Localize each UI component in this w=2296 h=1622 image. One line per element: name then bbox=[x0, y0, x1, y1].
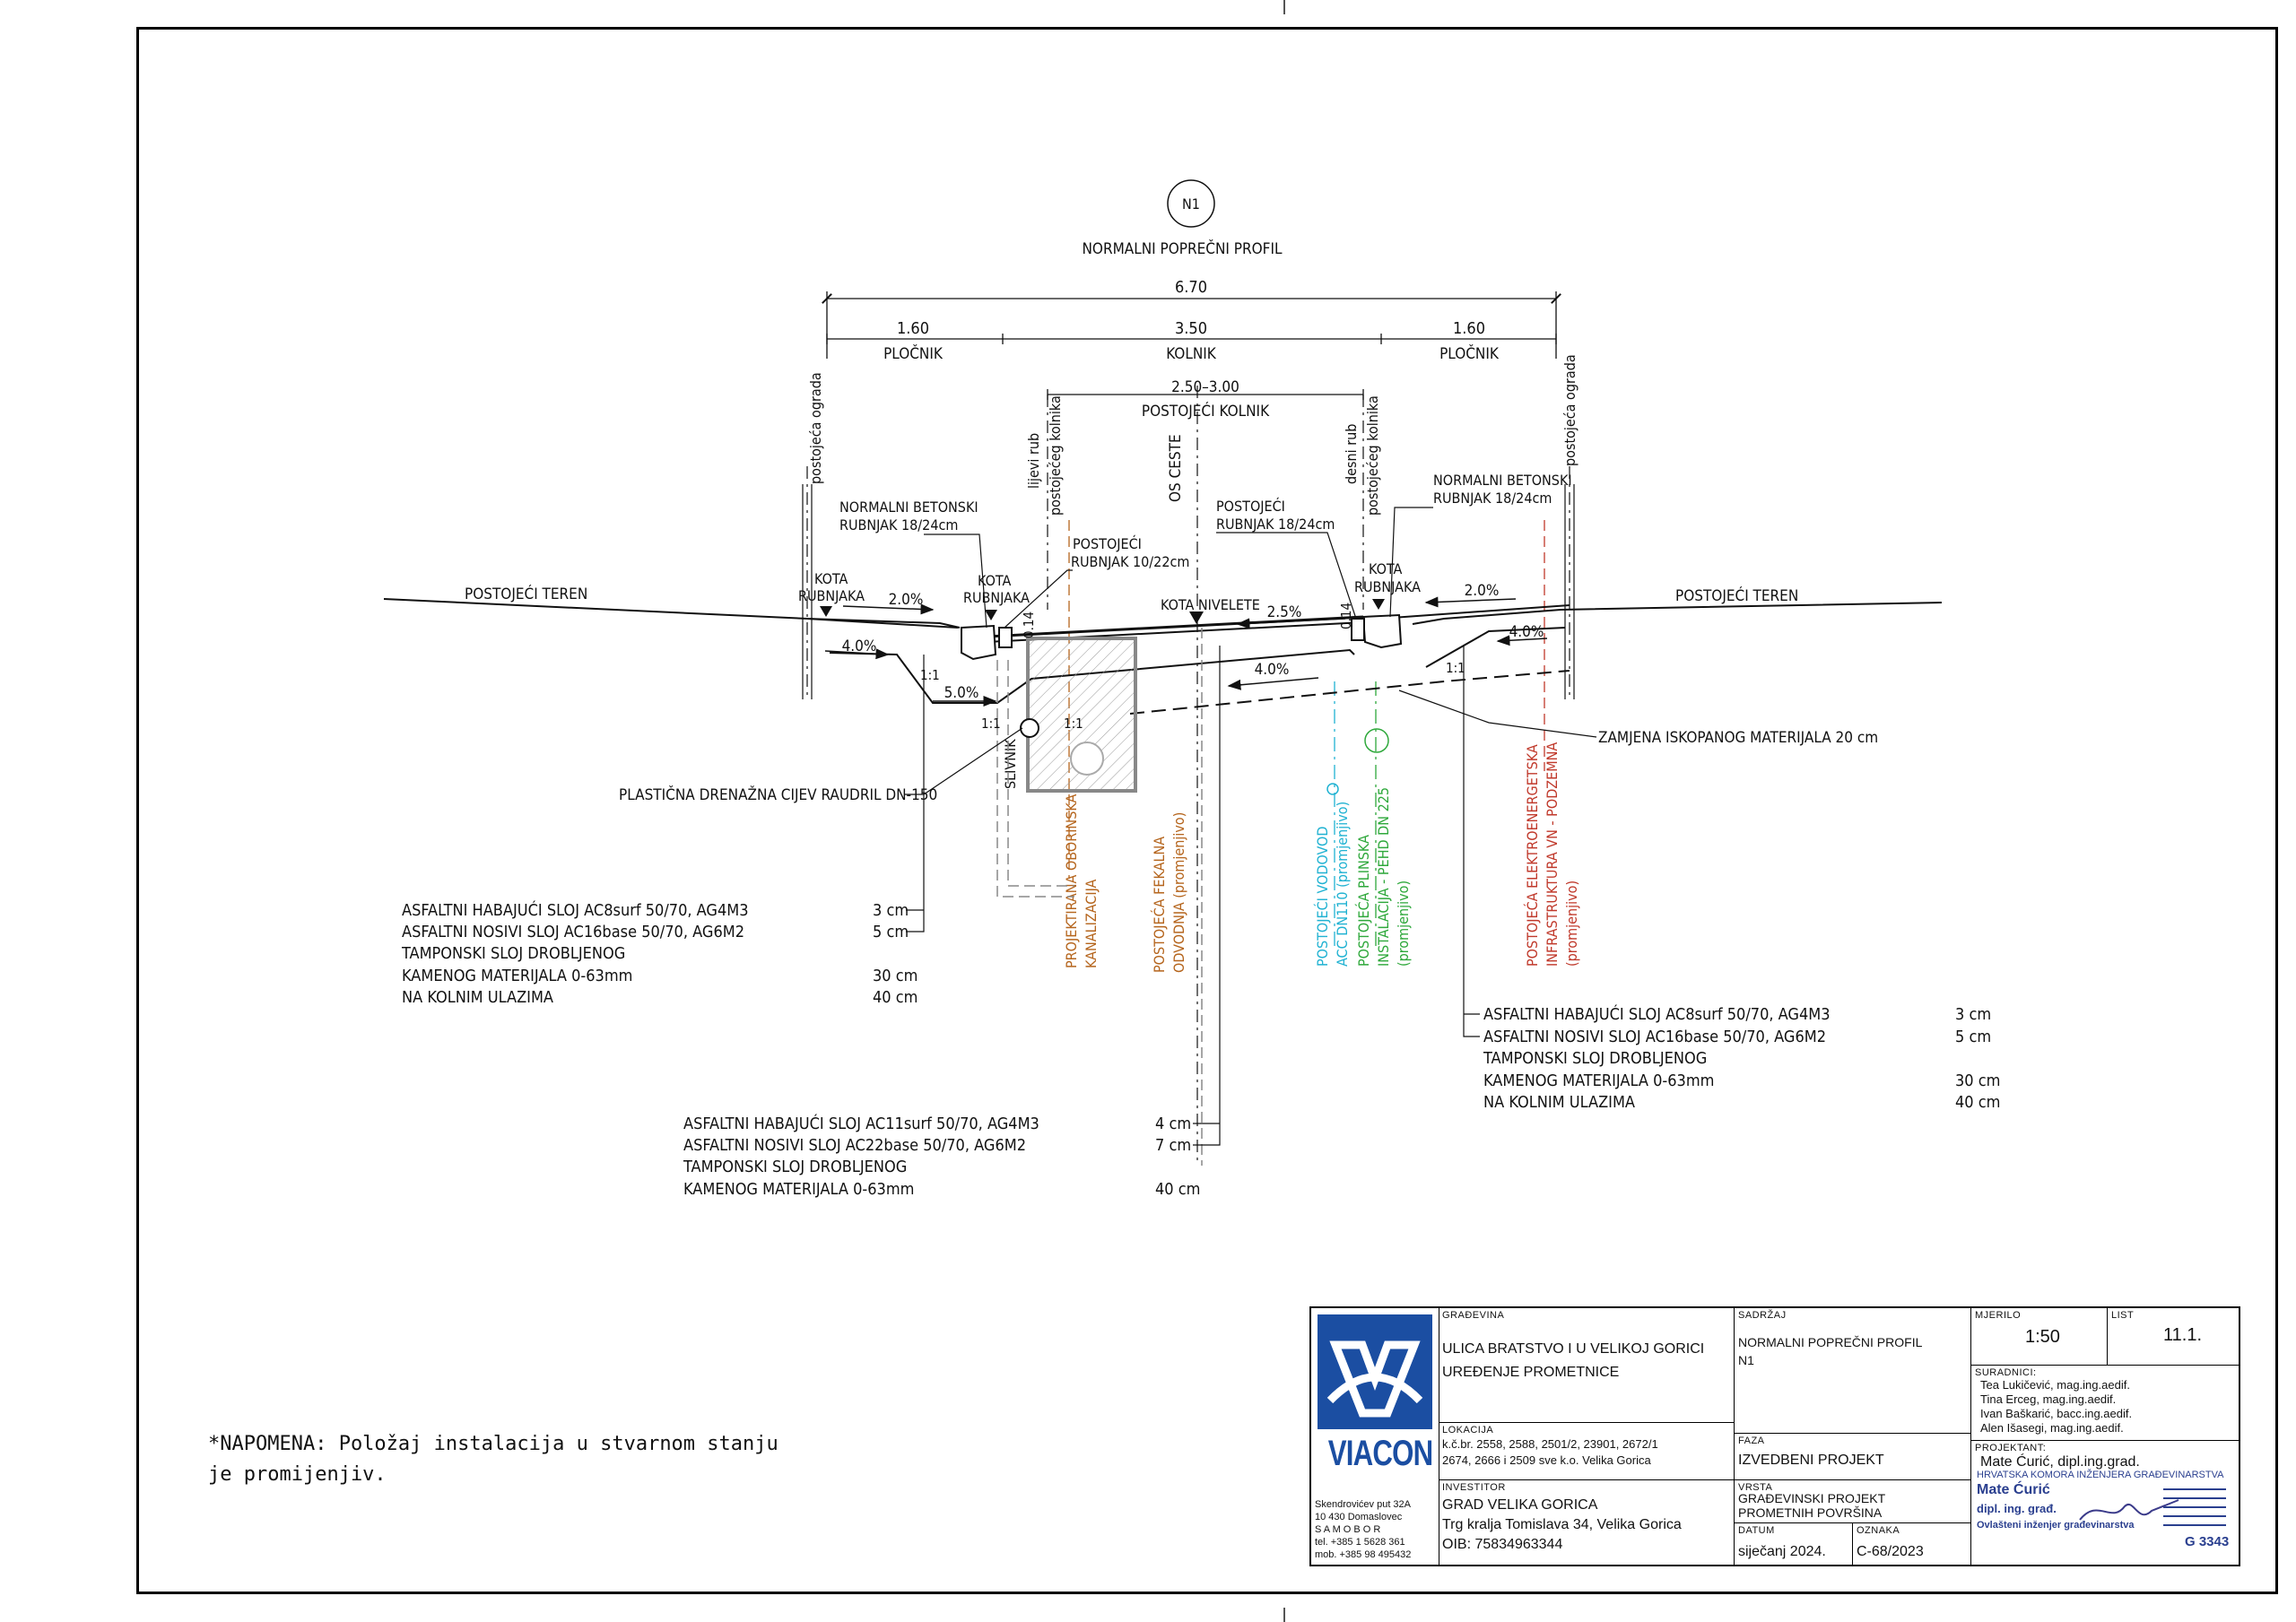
layer-left-3: TAMPONSKI SLOJ DROBLJENOG bbox=[402, 944, 626, 963]
cap-oznaka: OZNAKA bbox=[1857, 1525, 1900, 1536]
label-gully: SLIVNIK bbox=[1002, 739, 1019, 789]
label-water-1: POSTOJEĆI VODOVOD bbox=[1314, 826, 1331, 967]
cap-faza: FAZA bbox=[1738, 1436, 1765, 1446]
installation-note: *NAPOMENA: Položaj instalacija u stvarnom stanju je promijenjiv. bbox=[208, 1433, 778, 1486]
old-curb-right-1: POSTOJEĆI bbox=[1216, 498, 1285, 515]
cap-lokacija: LOKACIJA bbox=[1442, 1425, 1494, 1436]
ratio-left-2: 1:1 bbox=[981, 716, 1001, 732]
layer-table-left bbox=[401, 655, 924, 1007]
stamp-line-3: dipl. ing. građ. bbox=[1977, 1502, 2057, 1515]
slope-right-sub: 4.0% bbox=[1509, 623, 1544, 641]
slope-left-surface: 2.0% bbox=[888, 591, 924, 609]
cell-mjerilo bbox=[1971, 1308, 2108, 1366]
stamp-line-5: G 3343 bbox=[2185, 1534, 2230, 1549]
cap-suradnici: SURADNICI: bbox=[1975, 1367, 2037, 1378]
old-curb-right-2: RUBNJAK 18/24cm bbox=[1216, 516, 1335, 533]
addr-line-4: tel. +385 1 5628 361 bbox=[1315, 1537, 1405, 1548]
label-power-2: INFRASTRUKTURA VN - PODZEMNA bbox=[1544, 742, 1561, 967]
cell-suradnici bbox=[1971, 1366, 2240, 1441]
label-right-edge-1: desni rub bbox=[1343, 423, 1360, 484]
layer-center-4-thk: 40 cm bbox=[1155, 1180, 1201, 1199]
layer-left-2-thk: 5 cm bbox=[873, 923, 909, 941]
layer-center-3: TAMPONSKI SLOJ DROBLJENOG bbox=[683, 1158, 908, 1176]
addr-line-5: mob. +385 98 495432 bbox=[1315, 1549, 1412, 1560]
profile-id: N1 bbox=[1182, 195, 1200, 213]
label-fence-right: postojeća ograda bbox=[1561, 354, 1578, 466]
cell-gradevina bbox=[1439, 1308, 1735, 1423]
layer-center-1: ASFALTNI HABAJUĆI SLOJ AC11surf 50/70, AG4M3 bbox=[683, 1115, 1039, 1133]
cap-gradevina: GRAĐEVINA bbox=[1442, 1310, 1505, 1321]
drain-pipe bbox=[1021, 719, 1039, 737]
suradnik-3: Ivan Baškarić, bacc.ing.aedif. bbox=[1980, 1407, 2133, 1420]
profile-title: NORMALNI POPREČNI PROFIL bbox=[1082, 240, 1283, 258]
dim-total: 6.70 bbox=[1174, 278, 1208, 297]
kota-right-1: KOTA bbox=[1369, 560, 1403, 577]
cell-datum bbox=[1735, 1523, 1853, 1566]
lokacija-2: 2674, 2666 i 2509 sve k.o. Velika Gorica bbox=[1442, 1453, 1651, 1467]
curb-left bbox=[961, 626, 996, 659]
kota-niv bbox=[1189, 612, 1204, 624]
ratio-center: 1:1 bbox=[1064, 716, 1083, 732]
cell-investitor bbox=[1439, 1480, 1735, 1566]
addr-line-2: 10 430 Domaslovec bbox=[1315, 1512, 1403, 1522]
sadrzaj-1: NORMALNI POPREČNI PROFIL bbox=[1738, 1335, 1923, 1349]
layer-center-1-thk: 4 cm bbox=[1155, 1115, 1192, 1133]
cap-sadrzaj: SADRŽAJ bbox=[1738, 1310, 1787, 1321]
layer-table-center bbox=[683, 646, 1220, 1199]
label-sewer-2: ODVODNJA (promjenjivo) bbox=[1170, 811, 1187, 973]
cap-datum: DATUM bbox=[1738, 1525, 1775, 1536]
layer-center-4: KAMENOG MATERIJALA 0-63mm bbox=[683, 1180, 915, 1199]
cap-list: LIST bbox=[2111, 1310, 2135, 1321]
cap-projektant: PROJEKTANT: bbox=[1975, 1443, 2047, 1453]
list: 11.1. bbox=[2163, 1325, 2202, 1345]
height-left: 0.14 bbox=[1021, 611, 1037, 638]
slope-right-surface: 2.0% bbox=[1464, 582, 1500, 600]
terrain-and-pavement bbox=[384, 599, 1942, 714]
cell-oznaka bbox=[1853, 1523, 1971, 1566]
faza: IZVEDBENI PROJEKT bbox=[1738, 1453, 1884, 1468]
investitor-1: GRAD VELIKA GORICA bbox=[1442, 1497, 1598, 1513]
gradevina-1: ULICA BRATSTVO I U VELIKOJ GORICI bbox=[1442, 1341, 1705, 1357]
dim-existing-width: 2.50–3.00 bbox=[1171, 378, 1239, 396]
curb-left-1: NORMALNI BETONSKI bbox=[839, 499, 978, 516]
layer-left-4: KAMENOG MATERIJALA 0-63mm bbox=[402, 967, 633, 985]
kota-center-left bbox=[985, 610, 997, 620]
layer-left-1-thk: 3 cm bbox=[873, 901, 909, 920]
dim-left-width: 1.60 bbox=[896, 319, 930, 338]
kota-left-2: RUBNJAKA bbox=[798, 587, 865, 604]
label-sewer-1: POSTOJEĆA FEKALNA bbox=[1151, 836, 1168, 973]
curb-right-1: NORMALNI BETONSKI bbox=[1433, 472, 1572, 489]
layer-right-2: ASFALTNI NOSIVI SLOJ AC16base 50/70, AG6M2 bbox=[1483, 1028, 1827, 1046]
vrsta-2: PROMETNIH POVRŠINA bbox=[1738, 1505, 1883, 1520]
old-curb-left-2: RUBNJAK 10/22cm bbox=[1071, 553, 1190, 570]
stamp-line-4: Ovlašteni inženjer građevinarstva bbox=[1977, 1520, 2135, 1531]
curb-left-2: RUBNJAK 18/24cm bbox=[839, 516, 959, 533]
label-power-3: (promjenjivo) bbox=[1563, 880, 1580, 967]
ratio-right: 1:1 bbox=[1446, 660, 1465, 676]
label-water-2: ACC DN110 (promjenjivo) bbox=[1334, 801, 1351, 967]
replace-text: ZAMJENA ISKOPANOG MATERIJALA 20 cm bbox=[1598, 729, 1879, 747]
layer-left-1: ASFALTNI HABAJUĆI SLOJ AC8surf 50/70, AG4M3 bbox=[402, 901, 749, 920]
layer-right-3: TAMPONSKI SLOJ DROBLJENOG bbox=[1483, 1049, 1708, 1068]
addr-line-3: S A M O B O R bbox=[1315, 1524, 1381, 1535]
curb-right-2: RUBNJAK 18/24cm bbox=[1433, 490, 1552, 507]
stamp-line-2: Mate Ćurić bbox=[1977, 1482, 2050, 1497]
logo-icon bbox=[1318, 1314, 1432, 1429]
lokacija-1: k.č.br. 2558, 2588, 2501/2, 23901, 2672/1 bbox=[1442, 1437, 1658, 1451]
kota-left-1: KOTA bbox=[814, 570, 848, 587]
cell-faza bbox=[1735, 1434, 1971, 1480]
curb-old-left bbox=[999, 628, 1012, 647]
layer-center-2: ASFALTNI NOSIVI SLOJ AC22base 50/70, AG6M2 bbox=[683, 1136, 1027, 1155]
curb-right bbox=[1363, 615, 1401, 647]
layer-right-2-thk: 5 cm bbox=[1955, 1028, 1992, 1046]
kota-cl-2: RUBNJAKA bbox=[963, 589, 1030, 606]
dim-right-width: 1.60 bbox=[1452, 319, 1486, 338]
terrain-left: POSTOJEĆI TEREN bbox=[465, 585, 588, 603]
height-right: 0.14 bbox=[1338, 602, 1354, 629]
gradevina-2: UREĐENJE PROMETNICE bbox=[1442, 1365, 1620, 1380]
slope-left-ditch: 5.0% bbox=[944, 684, 979, 702]
investitor-3: OIB: 75834963344 bbox=[1442, 1537, 1563, 1552]
layer-right-5: NA KOLNIM ULAZIMA bbox=[1483, 1093, 1635, 1112]
cell-list bbox=[2108, 1308, 2240, 1366]
kota-niv-text: KOTA NIVELETE bbox=[1161, 596, 1260, 613]
dim-existing-name: POSTOJEĆI KOLNIK bbox=[1141, 403, 1270, 421]
label-storm-2: KANALIZACIJA bbox=[1083, 879, 1100, 968]
cell-lokacija bbox=[1439, 1423, 1735, 1480]
terrain-right: POSTOJEĆI TEREN bbox=[1675, 587, 1799, 605]
slope-road-sub: 4.0% bbox=[1254, 661, 1290, 679]
title-block bbox=[1309, 1306, 2240, 1566]
dim-center-name: KOLNIK bbox=[1166, 345, 1216, 363]
suradnik-2: Tina Erceg, mag.ing.aedif. bbox=[1980, 1392, 2117, 1406]
addr-line-1: Skendrovićev put 32A bbox=[1315, 1499, 1412, 1510]
kota-right bbox=[1372, 599, 1385, 610]
layer-right-1-thk: 3 cm bbox=[1955, 1005, 1992, 1024]
water-pipe bbox=[1327, 784, 1338, 794]
label-gas-2: INSTALACIJA - PEHD DN 225 bbox=[1375, 786, 1392, 967]
label-right-edge-2: postojećeg kolnika bbox=[1364, 395, 1381, 516]
dim-center-width: 3.50 bbox=[1174, 319, 1208, 338]
signature-icon bbox=[2075, 1493, 2183, 1529]
stamp-line-1: HRVATSKA KOMORA INŽENJERA GRAĐEVINARSTVA bbox=[1977, 1470, 2224, 1480]
layer-center-2-thk: 7 cm bbox=[1155, 1136, 1192, 1155]
cap-mjerilo: MJERILO bbox=[1975, 1310, 2022, 1321]
layer-right-1: ASFALTNI HABAJUĆI SLOJ AC8surf 50/70, AG4M3 bbox=[1483, 1005, 1831, 1024]
gully-outlet bbox=[1071, 742, 1103, 775]
cell-sadrzaj bbox=[1735, 1308, 1971, 1434]
label-gas-3: (promjenjivo) bbox=[1395, 880, 1412, 967]
dim-left-name: PLOČNIK bbox=[883, 345, 943, 363]
layer-left-5-thk: 40 cm bbox=[873, 988, 918, 1007]
vrsta-1: GRAĐEVINSKI PROJEKT bbox=[1738, 1491, 1886, 1505]
label-left-edge-2: postojećeg kolnika bbox=[1047, 395, 1064, 516]
label-left-edge-1: lijevi rub bbox=[1025, 432, 1042, 489]
ratio-left-1: 1:1 bbox=[920, 667, 940, 683]
company-address bbox=[1315, 1498, 1437, 1561]
projektant: Mate Ćurić, dipl.ing.grad. bbox=[1980, 1454, 2140, 1470]
cell-vrsta bbox=[1735, 1480, 1971, 1523]
datum: siječanj 2024. bbox=[1738, 1544, 1826, 1559]
logo-text: VIACON bbox=[1327, 1434, 1433, 1473]
logo-mark bbox=[1318, 1314, 1432, 1429]
layer-right-5-thk: 40 cm bbox=[1955, 1093, 2001, 1112]
label-gas-1: POSTOJEĆA PLINSKA bbox=[1355, 835, 1372, 967]
kota-right-2: RUBNJAKA bbox=[1354, 578, 1421, 595]
slope-left-sub: 4.0% bbox=[841, 638, 877, 655]
layer-left-4-thk: 30 cm bbox=[873, 967, 918, 985]
mjerilo: 1:50 bbox=[2025, 1327, 2060, 1347]
kota-left bbox=[820, 606, 832, 617]
cap-vrsta: VRSTA bbox=[1738, 1482, 1773, 1493]
layer-left-2: ASFALTNI NOSIVI SLOJ AC16base 50/70, AG6M2 bbox=[402, 923, 745, 941]
layer-left-5: NA KOLNIM ULAZIMA bbox=[402, 988, 553, 1007]
engineer-stamp bbox=[1977, 1470, 2237, 1559]
suradnik-1: Tea Lukičević, mag.ing.aedif. bbox=[1980, 1378, 2130, 1392]
cell-projektant bbox=[1971, 1441, 2240, 1566]
kota-cl-1: KOTA bbox=[978, 572, 1012, 589]
gas-pipe bbox=[1365, 729, 1388, 752]
drain-text: PLASTIČNA DRENAŽNA CIJEV RAUDRIL DN-150 bbox=[619, 786, 938, 804]
layer-right-4-thk: 30 cm bbox=[1955, 1071, 2001, 1090]
old-curb-left-1: POSTOJEĆI bbox=[1073, 535, 1142, 552]
label-power-1: POSTOJEĆA ELEKTROENERGETSKA bbox=[1524, 744, 1541, 967]
suradnik-4: Alen Išasegi, mag.ing.aedif. bbox=[1980, 1421, 2124, 1435]
label-storm-1: PROJEKTIRANA OBORINSKA bbox=[1063, 794, 1080, 968]
sadrzaj-2: N1 bbox=[1738, 1353, 1754, 1367]
investitor-2: Trg kralja Tomislava 34, Velika Gorica bbox=[1442, 1517, 1682, 1532]
dim-right-name: PLOČNIK bbox=[1439, 345, 1499, 363]
oznaka: C-68/2023 bbox=[1857, 1544, 1924, 1559]
cap-investitor: INVESTITOR bbox=[1442, 1482, 1506, 1493]
slope-road: 2.5% bbox=[1266, 603, 1302, 621]
layer-right-4: KAMENOG MATERIJALA 0-63mm bbox=[1483, 1071, 1715, 1090]
company-logo bbox=[1311, 1308, 1439, 1566]
label-axis: OS CESTE bbox=[1167, 434, 1185, 502]
label-fence-left: postojeća ograda bbox=[807, 372, 824, 484]
